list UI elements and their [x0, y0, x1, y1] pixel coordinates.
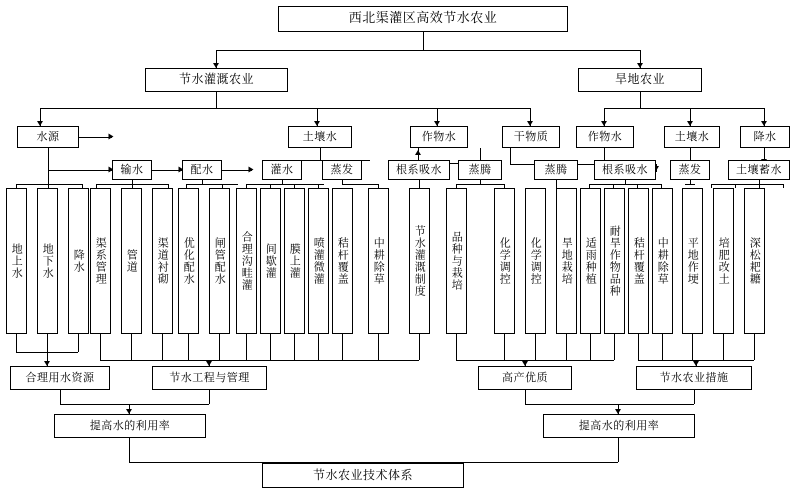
outcome-node-0: 提高水的利用率: [54, 414, 206, 438]
level4-node-3: 蒸发: [322, 160, 362, 180]
level4-node-8: 蒸发: [670, 160, 710, 180]
leaf-node-2: 降水: [68, 188, 89, 334]
level3-node-4: 作物水: [576, 126, 634, 148]
leaf-node-1: 地下水: [37, 188, 58, 334]
level3-node-6: 降水: [740, 126, 790, 148]
leaf-node-16: 化学调控: [494, 188, 515, 334]
summary-node-1: 节水工程与管理: [152, 366, 267, 390]
leaf-node-24: 培肥改土: [713, 188, 734, 334]
summary-node-0: 合理用水资源: [10, 366, 110, 390]
level2-node-1: 旱地农业: [578, 68, 702, 92]
leaf-node-13: 中耕除草: [368, 188, 389, 334]
level3-node-0: 水源: [17, 126, 79, 148]
summary-node-3: 节水农业措施: [636, 366, 752, 390]
leaf-node-0: 地上水: [6, 188, 27, 334]
level4-node-5: 蒸腾: [458, 160, 502, 180]
leaf-node-6: 优化配水: [178, 188, 199, 334]
leaf-node-11: 喷灌微灌: [308, 188, 329, 334]
leaf-node-15: 品种与栽培: [446, 188, 467, 334]
leaf-node-17: 化学调控: [525, 188, 546, 334]
leaf-node-4: 管道: [121, 188, 142, 334]
outcome-node-1: 提高水的利用率: [543, 414, 695, 438]
level4-node-1: 配水: [182, 160, 222, 180]
conclusion-node: 节水农业技术体系: [262, 463, 464, 488]
level3-node-5: 土壤水: [664, 126, 720, 148]
leaf-node-23: 平地作埂: [682, 188, 703, 334]
level4-node-7: 根系吸水: [594, 160, 656, 180]
level4-node-6: 蒸腾: [534, 160, 578, 180]
leaf-node-5: 渠道衬砌: [152, 188, 173, 334]
leaf-node-14: 节水灌溉制度: [409, 188, 430, 334]
leaf-node-21: 秸杆覆盖: [628, 188, 649, 334]
level2-node-0: 节水灌溉农业: [145, 68, 288, 92]
level3-node-1: 土壤水: [288, 126, 352, 148]
leaf-node-12: 秸杆覆盖: [332, 188, 353, 334]
leaf-node-8: 合理沟畦灌: [236, 188, 257, 334]
leaf-node-22: 中耕除草: [652, 188, 673, 334]
level4-node-0: 输水: [112, 160, 152, 180]
leaf-node-19: 适雨种植: [580, 188, 601, 334]
leaf-node-9: 间歇灌: [260, 188, 281, 334]
level4-node-2: 灌水: [262, 160, 302, 180]
diagram-title-box: 西北渠灌区高效节水农业: [278, 6, 568, 32]
leaf-node-3: 渠系管理: [90, 188, 111, 334]
leaf-node-7: 闸管配水: [209, 188, 230, 334]
level3-node-3: 干物质: [502, 126, 560, 148]
leaf-node-10: 膜上灌: [284, 188, 305, 334]
leaf-node-18: 旱地栽培: [556, 188, 577, 334]
summary-node-2: 高产优质: [478, 366, 572, 390]
level4-node-4: 根系吸水: [388, 160, 450, 180]
level3-node-2: 作物水: [410, 126, 468, 148]
level4-node-9: 土壤蓄水: [728, 160, 790, 180]
leaf-node-25: 深松耙耱: [744, 188, 765, 334]
leaf-node-20: 耐旱作物品种: [604, 188, 625, 334]
